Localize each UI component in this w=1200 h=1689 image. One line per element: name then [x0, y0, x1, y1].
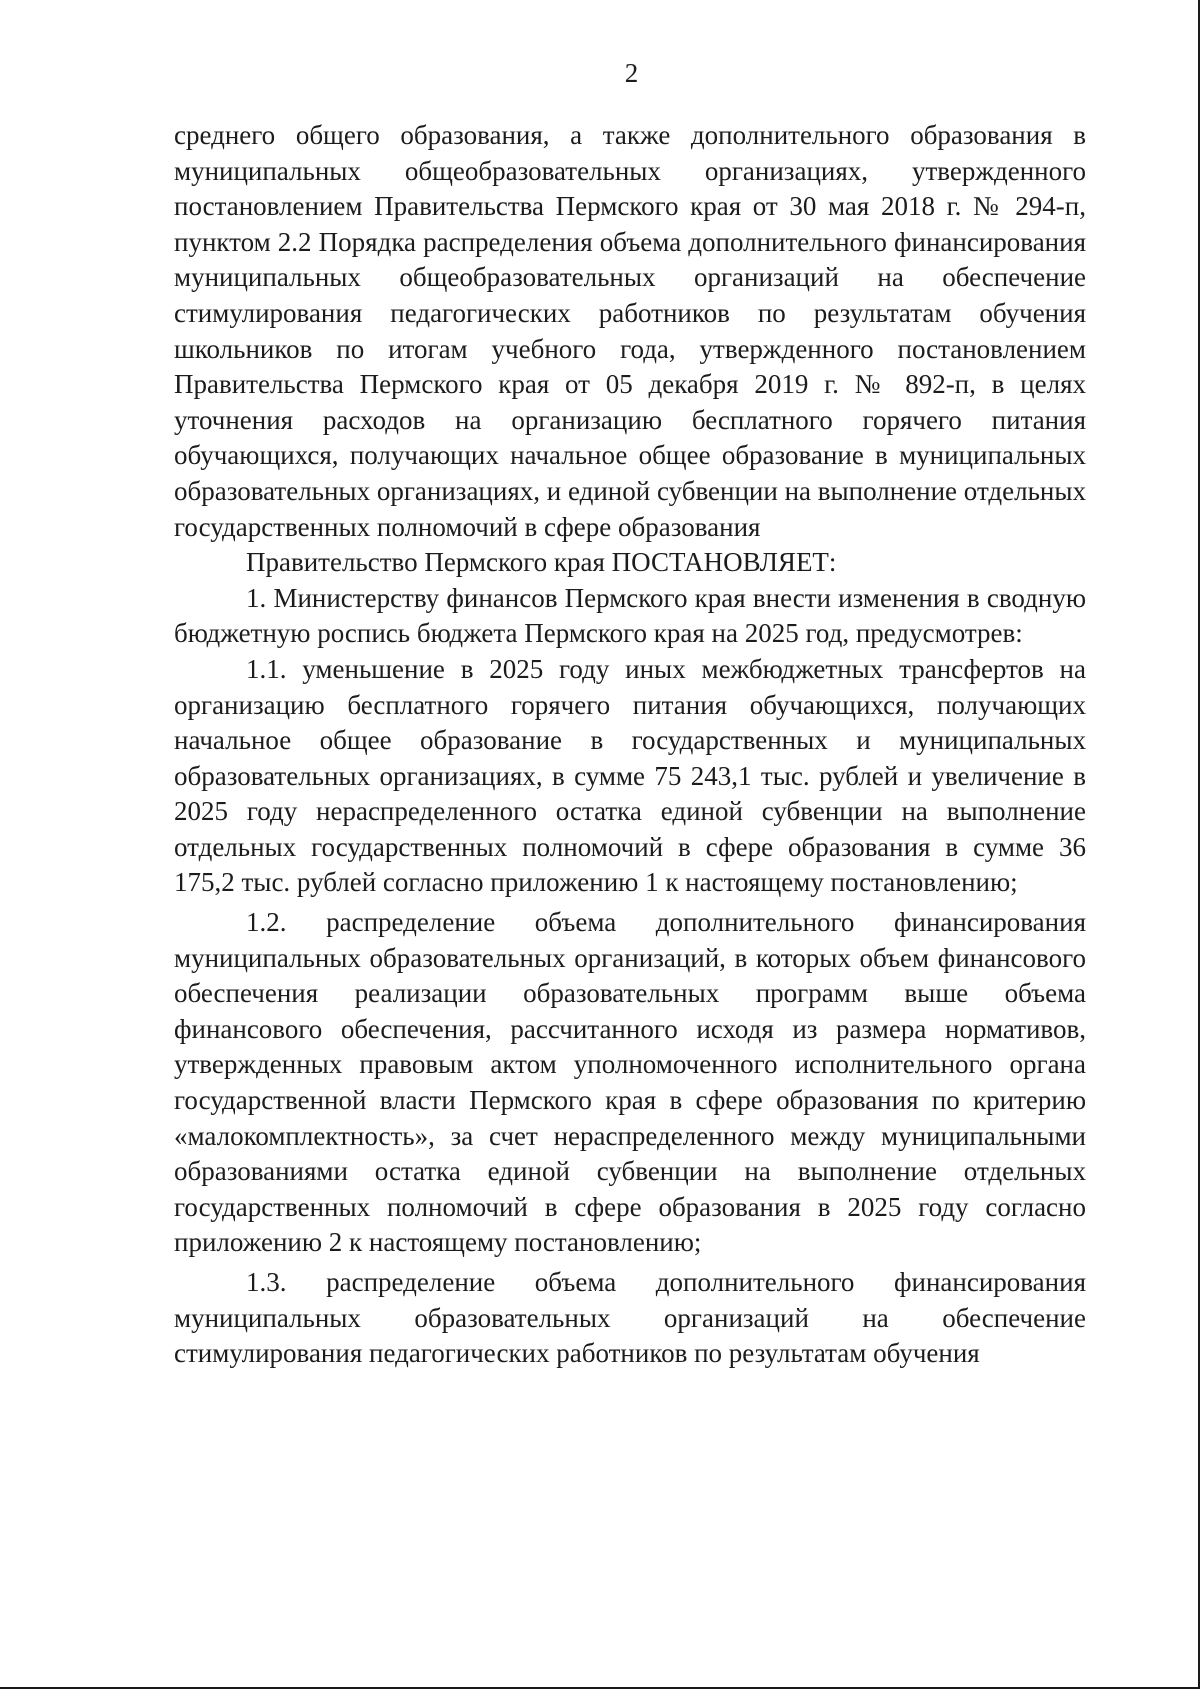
- paragraph-item-1-2: 1.2. распределение объема дополнительного финансирования муниципальных образовательных организаций, в которых объем финансового обеспечения реализации образовательных программ выше объема финансового обеспечения, рассчитанного исходя из размера нормативов, утвержденных правовым актом уполномоченного исполнительного органа государственной власти Пермского края в сфере образования по критерию «малокомплектность», за счет нераспределенного между муниципальными образованиями остатка единой субвенции на выполнение отдельных государственных полномочий в сфере образования в 2025 году согласно приложению 2 к настоящему постановлению;: [174, 907, 1086, 1258]
- paragraph-item-1: 1. Министерству финансов Пермского края внести изменения в сводную бюджетную роспись бюджета Пермского края на 2025 год, предусмотрев:: [174, 582, 1086, 649]
- paragraph-resolves: Правительство Пермского края ПОСТАНОВЛЯЕТ:: [246, 547, 837, 578]
- document-body: [174, 118, 1086, 1372]
- paragraph-item-1-1: 1.1. уменьшение в 2025 году иных межбюджетных трансфертов на организацию бесплатного горячего питания обучающихся, получающих начальное общее образование в государственных и муниципальных образовательных организациях, в сумме 75 243,1 тыс. рублей и увеличение в 2025 году нераспределенного остатка единой субвенции на выполнение отдельных государственных полномочий в сфере образования в сумме 36 175,2 тыс. рублей согласно приложению 1 к настоящему постановлению;: [174, 653, 1086, 898]
- paragraph-item-1-3: 1.3. распределение объема дополнительного финансирования муниципальных образовательных организаций на обеспечение стимулирования педагогических работников по результатам обучения: [174, 1267, 1086, 1369]
- paragraph-preamble-continuation: среднего общего образования, а также дополнительного образования в муниципальных общеобразовательных организациях, утвержденного постановлением Правительства Пермского края от 30 мая 2018 г. № 294-п, пунктом 2.2 Порядка распределения объема дополнительного финансирования муниципальных общеобразовательных организаций на обеспечение стимулирования педагогических работников по результатам обучения школьников по итогам учебного года, утвержденного постановлением Правительства Пермского края от 05 декабря 2019 г. № 892-п, в целях уточнения расходов на организацию бесплатного горячего питания обучающихся, получающих начальное общее образование в муниципальных образовательных организациях, и единой субвенции на выполнение отдельных государственных полномочий в сфере образования: [174, 120, 1086, 542]
- page-number: 2: [624, 58, 639, 88]
